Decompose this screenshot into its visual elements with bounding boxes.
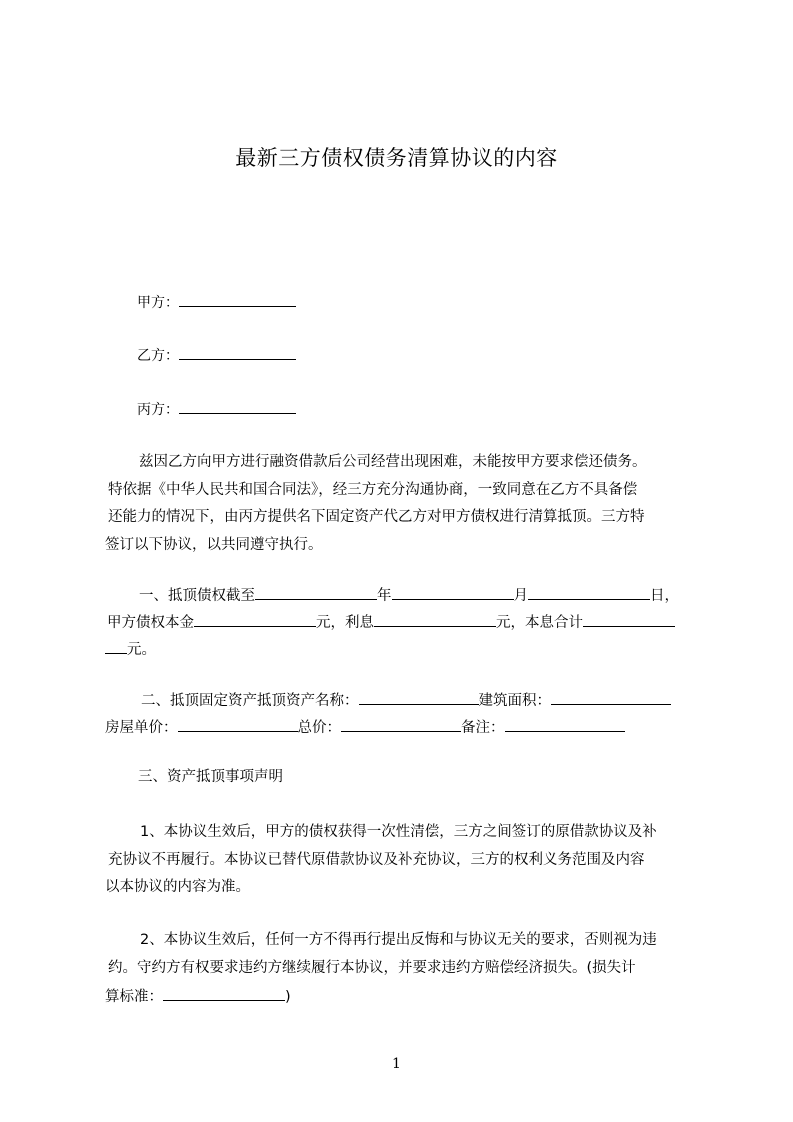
section2-unit-price-label: 房屋单价： (105, 720, 178, 736)
section3-heading: 三、资产抵顶事项声明 (138, 769, 283, 785)
party-a-label: 甲方： (137, 295, 179, 311)
clause2-line-2: 约。守约方有权要求违约方继续履行本协议，并要求违约方赔偿经济损失。(损失计 (108, 960, 636, 976)
clause2-line-3 (105, 985, 291, 1007)
section1-month-blank (528, 584, 650, 600)
section2-note-blank (505, 716, 625, 732)
section1-month: 月 (513, 588, 528, 604)
section1-yuan-end: 元。 (127, 642, 156, 658)
party-b-line (137, 344, 296, 366)
clause2-standard-label: 算标准： (105, 989, 163, 1005)
section1-total-blank (583, 611, 675, 627)
section2-line-1 (141, 689, 671, 711)
party-c-line (137, 398, 296, 420)
section1-prefix: 一、抵顶债权截至 (139, 588, 255, 604)
section1-total-blank-cont (105, 638, 127, 654)
party-a-blank (179, 291, 296, 307)
section2-note-label: 备注： (461, 720, 505, 736)
page-number: 1 (392, 1056, 401, 1072)
section2-total-price-blank (341, 716, 461, 732)
intro-line-2: 特依据《中华人民共和国合同法》，经三方充分沟通协商，一致同意在乙方不具备偿 (108, 482, 638, 498)
section2-asset-name-label: 二、抵顶固定资产抵顶资产名称： (141, 693, 359, 709)
section1-line-2 (107, 611, 675, 633)
intro-line-3: 还能力的情况下，由丙方提供名下固定资产代乙方对甲方债权进行清算抵顶。三方特 (108, 509, 645, 525)
party-b-blank (179, 344, 296, 360)
clause1-line-1: 1、本协议生效后，甲方的债权获得一次性清偿，三方之间签订的原借款协议及补 (140, 824, 657, 840)
section1-interest-blank (374, 611, 496, 627)
section1-principal-blank (194, 611, 316, 627)
clause1-line-3: 以本协议的内容为准。 (105, 879, 250, 895)
clause1-line-2: 充协议不再履行。本协议已替代原借款协议及补充协议，三方的权利义务范围及内容 (108, 852, 645, 868)
section1-line-3 (105, 638, 156, 660)
intro-line-1: 兹因乙方向甲方进行融资借款后公司经营出现困难，未能按甲方要求偿还债务。 (139, 454, 647, 470)
section2-total-price-label: 总价： (297, 720, 341, 736)
section1-principal-label: 甲方债权本金 (107, 615, 194, 631)
section2-unit-price-blank (178, 716, 298, 732)
intro-line-4: 签订以下协议，以共同遵守执行。 (105, 537, 323, 553)
clause2-standard-blank (163, 985, 285, 1001)
section2-area-blank (551, 689, 671, 705)
section1-line-1 (139, 584, 679, 606)
section2-area-label: 建筑面积： (478, 693, 551, 709)
clause2-line-1: 2、本协议生效后，任何一方不得再行提出反悔和与协议无关的要求，否则视为违 (140, 932, 657, 948)
section1-year-blank (392, 584, 514, 600)
section2-asset-name-blank (359, 689, 479, 705)
party-c-blank (179, 398, 296, 414)
section1-total-label: 元，本息合计 (496, 615, 583, 631)
party-a-line (137, 291, 296, 313)
party-c-label: 丙方： (137, 402, 179, 418)
section2-line-2 (105, 716, 625, 738)
section1-interest-label: 元，利息 (316, 615, 374, 631)
party-b-label: 乙方： (137, 348, 179, 364)
section1-year: 年 (377, 588, 392, 604)
document-title: 最新三方债权债务清算协议的内容 (235, 146, 558, 170)
clause2-close-paren: ) (285, 989, 291, 1005)
section1-day: 日， (650, 588, 679, 604)
section1-date-blank (255, 584, 377, 600)
